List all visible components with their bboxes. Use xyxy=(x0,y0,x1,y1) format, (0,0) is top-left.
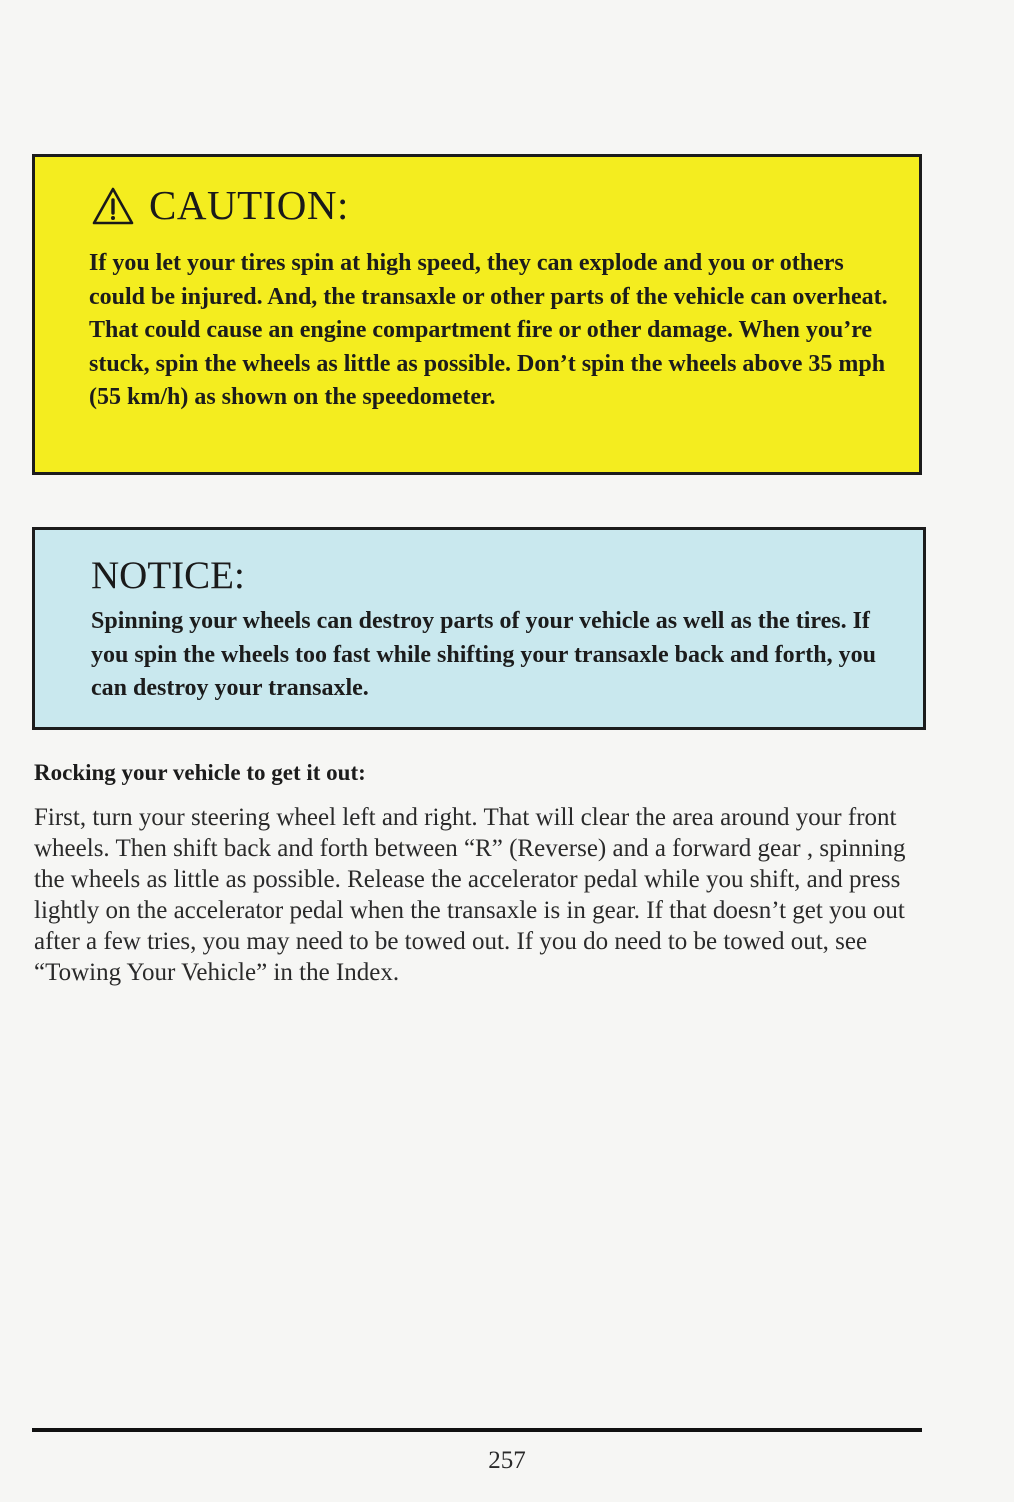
footer-rule xyxy=(32,1428,922,1432)
caution-heading xyxy=(91,182,349,228)
page-number: 257 xyxy=(488,1447,526,1474)
warning-triangle-icon xyxy=(91,186,135,226)
caution-box xyxy=(32,154,922,475)
section-body: First, turn your steering wheel left and right. That will clear the area around your front wheels. Then shift back and forth between “R” (Reverse) and a forward gear , spinning the wheels as little as possible. Release the accelerator pedal while you shift, and press lightly on the accelerator pedal when the transaxle is in gear. If that doesn’t get you out after a few tries, you may need to be towed out. If you do need to be towed out, see “Towing Your Vehicle” in the Index. xyxy=(34,804,906,986)
section-heading: Rocking your vehicle to get it out: xyxy=(34,760,366,785)
notice-title: NOTICE: xyxy=(91,554,245,597)
notice-box xyxy=(32,527,926,730)
caution-title: CAUTION: xyxy=(149,182,349,228)
notice-text: Spinning your wheels can destroy parts of your vehicle as well as the tires. If you spin the wheels too fast while shifting your transaxle back and forth, you can destroy your transaxle. xyxy=(91,608,876,701)
caution-text: If you let your tires spin at high speed, they can explode and you or others could be injured. And, the transaxle or other parts of the vehicle can overheat. That could cause an engine compartment fire or other damage. When you’re stuck, spin the wheels as little as possible. Don’t spin the wheels above 35 mph (55 km/h) as shown on the speedometer. xyxy=(89,250,888,410)
